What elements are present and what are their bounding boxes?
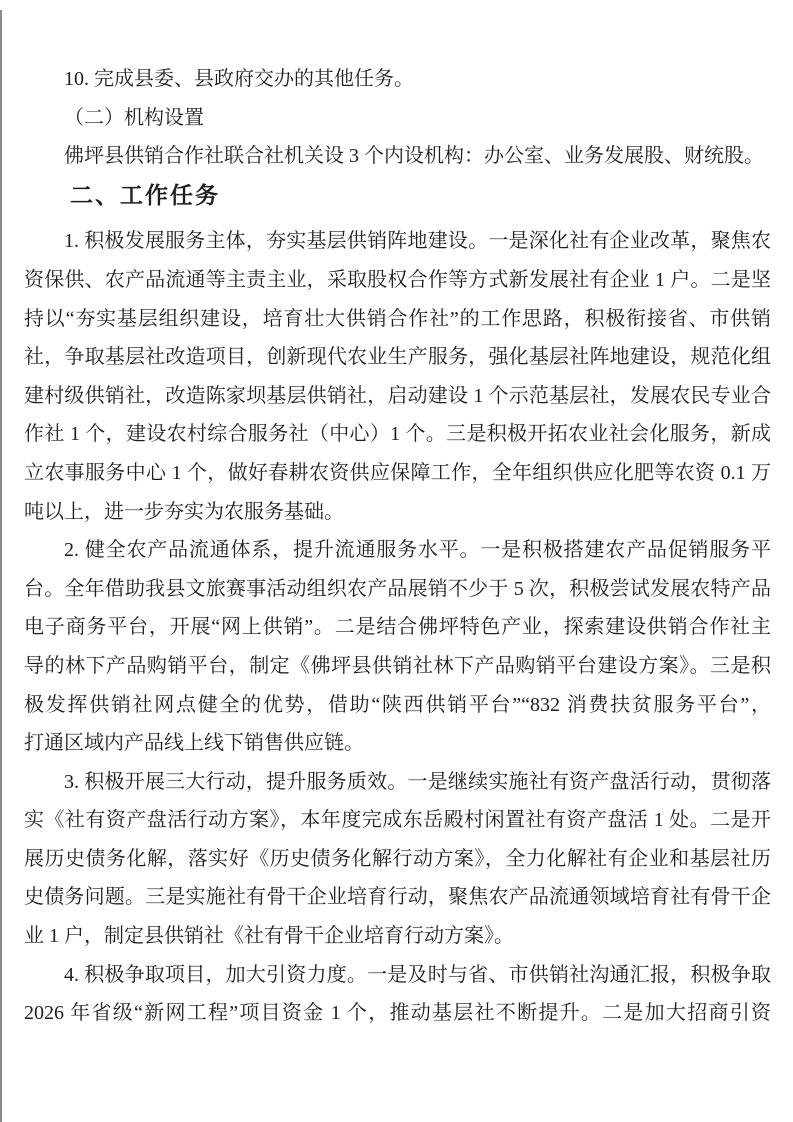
text-line: 台。全年借助我县文旅赛事活动组织农产品展销不少于 5 次，积极尝试发展农特产品 [24, 577, 771, 600]
document-content [24, 60, 771, 1033]
text-line: 持以“夯实基层组织建设，培育壮大供销合作社”的工作思路，积极衔接省、市供销 [24, 307, 771, 330]
text-line: 2026 年省级“新网工程”项目资金 1 个，推动基层社不断提升。二是加大招商引资 [24, 1002, 771, 1025]
text-line: 社，争取基层社改造项目，创新现代农业生产服务，强化基层社阵地建设，规范化组 [24, 346, 771, 369]
text-line: 吨以上，进一步夯实为农服务基础。 [24, 500, 344, 523]
text-line: 佛坪县供销合作社联合社机关设 3 个内设机构：办公室、业务发展股、财统股。 [64, 145, 764, 168]
text-line: 作社 1 个，建设农村综合服务社（中心）1 个。三是积极开拓农业社会化服务，新成 [24, 423, 771, 446]
section-heading: （二）机构设置 [64, 106, 204, 129]
text-line: 立农事服务中心 1 个，做好春耕农资供应保障工作，全年组织供应化肥等农资 0.1 万 [24, 461, 771, 484]
text-line: 2. 健全农产品流通体系，提升流通服务水平。一是积极搭建农产品促销服务平 [64, 539, 771, 562]
text-line: 电子商务平台，开展“网上供销”。二是结合佛坪特色产业，探索建设供销合作社主 [24, 616, 771, 639]
text-line: 建村级供销社，改造陈家坝基层供销社，启动建设 1 个示范基层社，发展农民专业合 [24, 384, 771, 407]
text-line: 导的林下产品购销平台，制定《佛坪县供销社林下产品购销平台建设方案》。三是积 [24, 654, 771, 677]
text-line: 10. 完成县委、县政府交办的其他任务。 [64, 68, 414, 90]
text-line: 4. 积极争取项目，加大引资力度。一是及时与省、市供销社沟通汇报，积极争取 [64, 963, 771, 986]
text-line: 1. 积极发展服务主体，夯实基层供销阵地建设。一是深化社有企业改革，聚焦农 [64, 230, 771, 253]
text-line: 打通区域内产品线上线下销售供应链。 [24, 732, 364, 755]
text-line: 资保供、农产品流通等主责主业，采取股权合作等方式新发展社有企业 1 户。二是坚 [24, 268, 771, 291]
section-heading: 二、工作任务 [70, 181, 220, 208]
text-line: 史债务问题。三是实施社有骨干企业培育行动，聚焦农产品流通领域培育社有骨干企 [24, 886, 771, 909]
text-line: 极发挥供销社网点健全的优势，借助“陕西供销平台”“832 消费扶贫服务平台”， [24, 693, 771, 716]
text-line: 展历史债务化解，落实好《历史债务化解行动方案》，全力化解社有企业和基层社历 [24, 847, 771, 870]
text-line: 3. 积极开展三大行动，提升服务质效。一是继续实施社有资产盘活行动，贯彻落 [64, 770, 771, 793]
text-line: 实《社有资产盘活行动方案》，本年度完成东岳殿村闲置社有资产盘活 1 处。二是开 [24, 809, 771, 832]
page-left-edge-line [0, 10, 2, 1122]
text-line: 业 1 户，制定县供销社《社有骨干企业培育行动方案》。 [24, 925, 514, 948]
